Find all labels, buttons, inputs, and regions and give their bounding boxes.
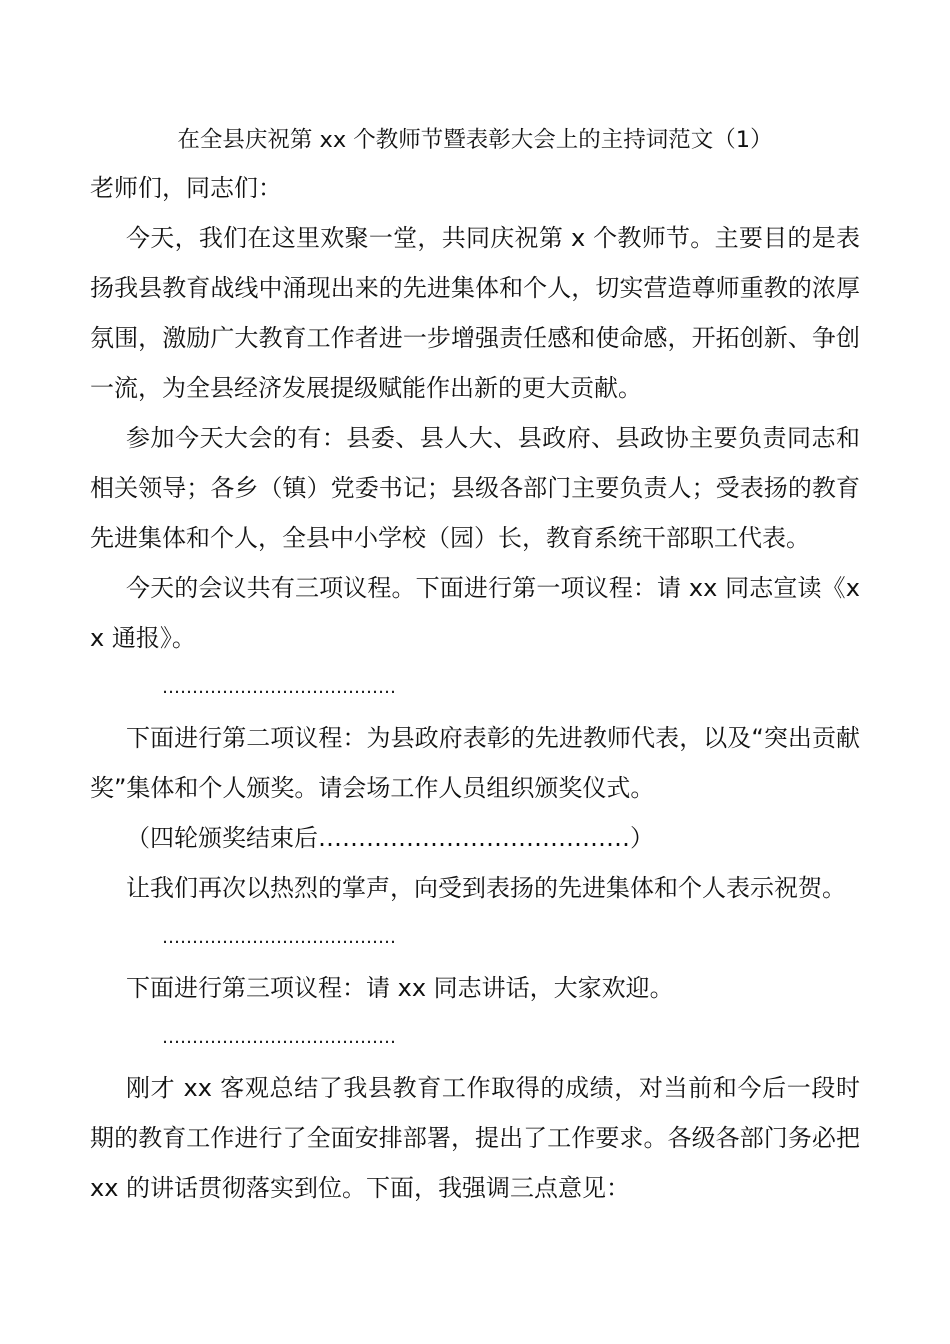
paragraph-opening: 今天，我们在这里欢聚一堂，共同庆祝第 x 个教师节。主要目的是表扬我县教育战线中涌现出来的先进集体和个人，切实营造尊师重教的浓厚氛围，激励广大教育工作者进一步增强责任感和使命感，开拓创新、争创一流，为全县经济发展提级赋能作出新的更大贡献。 <box>90 224 860 402</box>
paragraph-agenda-one: 今天的会议共有三项议程。下面进行第一项议程：请 xx 同志宣读《xx 通报》。 <box>90 574 860 652</box>
ellipsis-line <box>90 913 860 963</box>
ellipsis-line <box>90 1013 860 1063</box>
paragraph-agenda-two: 下面进行第二项议程：为县政府表彰的先进教师代表，以及“突出贡献奖”集体和个人颁奖。请会场工作人员组织颁奖仪式。 <box>90 724 860 802</box>
paragraph-agenda-three: 下面进行第三项议程：请 xx 同志讲话，大家欢迎。 <box>126 974 674 1002</box>
document-page <box>90 120 860 1213</box>
paragraph-award-note: （四轮颁奖结束后…………………………………） <box>126 824 654 852</box>
paragraph-attendees: 参加今天大会的有：县委、县人大、县政府、县政协主要负责同志和相关领导；各乡（镇）党委书记；县级各部门主要负责人；受表扬的教育先进集体和个人，全县中小学校（园）长，教育系统干部职工代表。 <box>90 424 860 552</box>
salutation: 老师们，同志们： <box>90 174 282 202</box>
ellipsis-line <box>90 663 860 713</box>
document-title: 在全县庆祝第 xx 个教师节暨表彰大会上的主持词范文（1） <box>177 127 773 153</box>
paragraph-summary: 刚才 xx 客观总结了我县教育工作取得的成绩，对当前和今后一段时期的教育工作进行了全面安排部署，提出了工作要求。各级各部门务必把 xx 的讲话贯彻落实到位。下面，我强调三点意见： <box>90 1074 860 1202</box>
paragraph-applause: 让我们再次以热烈的掌声，向受到表扬的先进集体和个人表示祝贺。 <box>126 874 846 902</box>
ellipsis-text: ………………………………… <box>162 927 396 948</box>
ellipsis-text: ………………………………… <box>162 677 396 698</box>
ellipsis-text: ………………………………… <box>162 1027 396 1048</box>
